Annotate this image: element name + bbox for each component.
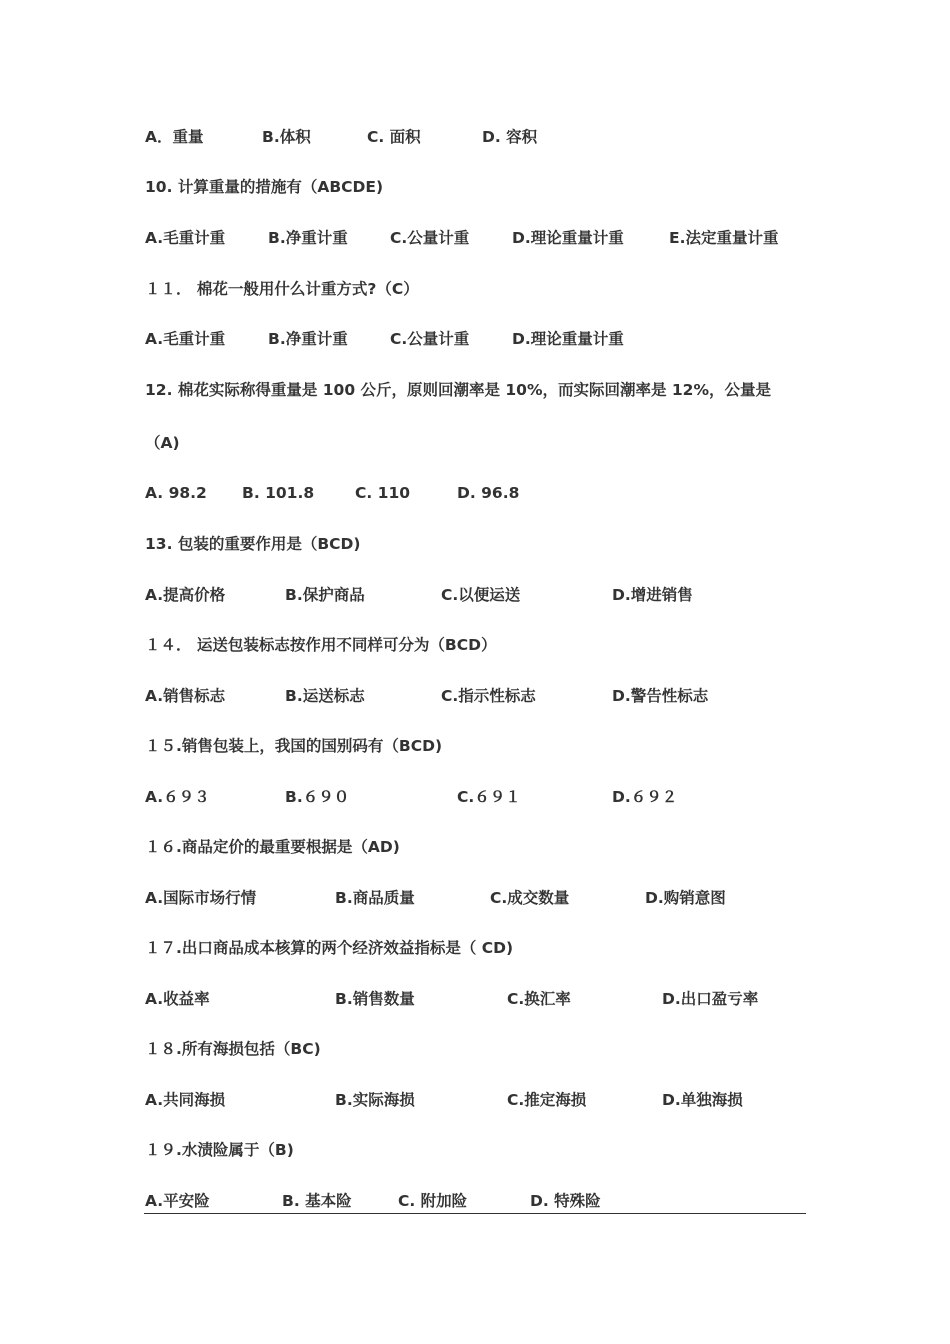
option-item: A.销售标志 — [145, 687, 226, 705]
question-text: １４． 运送包装标志按作用不同样可分为（BCD） — [145, 636, 497, 654]
option-item: A.共同海损 — [145, 1091, 226, 1109]
option-item: D.购销意图 — [645, 889, 726, 907]
option-item: A.６９３ — [145, 788, 210, 806]
option-item: C.以便运送 — [441, 586, 521, 604]
option-item: A. 98.2 — [145, 484, 207, 502]
question-text: １６.商品定价的最重要根据是（AD) — [145, 838, 400, 856]
option-item: C. 面积 — [367, 128, 421, 146]
option-item: C.成交数量 — [490, 889, 570, 907]
option-item: B.净重计重 — [268, 330, 348, 348]
option-item: D. 容积 — [482, 128, 538, 146]
option-item: C.推定海损 — [507, 1091, 587, 1109]
question-text: １５.销售包装上，我国的国别码有（BCD) — [145, 737, 443, 755]
option-item: A.收益率 — [145, 990, 210, 1008]
option-item: B.商品质量 — [335, 889, 415, 907]
option-item: C. 110 — [355, 484, 411, 502]
option-item: A.毛重计重 — [145, 229, 226, 247]
bottom-rule — [144, 1213, 806, 1214]
option-item: B.实际海损 — [335, 1091, 415, 1109]
option-item: B. 101.8 — [242, 484, 315, 502]
option-item: C.公量计重 — [390, 330, 470, 348]
question-text: 13. 包装的重要作用是（BCD) — [145, 535, 361, 553]
option-item: D.增进销售 — [612, 586, 693, 604]
question-text: 12. 棉花实际称得重量是 100 公斤，原则回潮率是 10%，而实际回潮率是 12%，公量是 — [145, 381, 771, 399]
option-item: C.指示性标志 — [441, 687, 536, 705]
option-item: B.保护商品 — [285, 586, 365, 604]
option-item: D.单独海损 — [662, 1091, 743, 1109]
option-item: B.体积 — [262, 128, 311, 146]
option-item: B.６９０ — [285, 788, 350, 806]
option-item: A.国际市场行情 — [145, 889, 257, 907]
option-item: D.警告性标志 — [612, 687, 709, 705]
question-text: １７.出口商品成本核算的两个经济效益指标是（ CD) — [145, 939, 514, 957]
option-item: E.法定重量计重 — [669, 229, 779, 247]
option-item: B.运送标志 — [285, 687, 365, 705]
option-item: C. 附加险 — [398, 1192, 468, 1210]
question-text: １１． 棉花一般用什么计重方式?（C） — [145, 280, 419, 298]
option-item: C.６９１ — [457, 788, 521, 806]
option-item: A.提高价格 — [145, 586, 226, 604]
question-text: １９.水渍险属于（B) — [145, 1141, 294, 1159]
option-item: D.６９２ — [612, 788, 678, 806]
option-item: C.换汇率 — [507, 990, 571, 1008]
option-item: A.毛重计重 — [145, 330, 226, 348]
option-item: B.销售数量 — [335, 990, 415, 1008]
option-item: D. 特殊险 — [530, 1192, 601, 1210]
option-item: D.理论重量计重 — [512, 330, 624, 348]
option-item: D.出口盈亏率 — [662, 990, 759, 1008]
question-text: １８.所有海损包括（BC) — [145, 1040, 321, 1058]
option-item: A．重量 — [145, 128, 204, 146]
option-item: B.净重计重 — [268, 229, 348, 247]
question-text: （A) — [145, 434, 180, 452]
option-item: A.平安险 — [145, 1192, 210, 1210]
option-item: B. 基本险 — [282, 1192, 352, 1210]
option-item: D. 96.8 — [457, 484, 520, 502]
option-item: D.理论重量计重 — [512, 229, 624, 247]
question-text: 10. 计算重量的措施有（ABCDE) — [145, 178, 384, 196]
option-item: C.公量计重 — [390, 229, 470, 247]
